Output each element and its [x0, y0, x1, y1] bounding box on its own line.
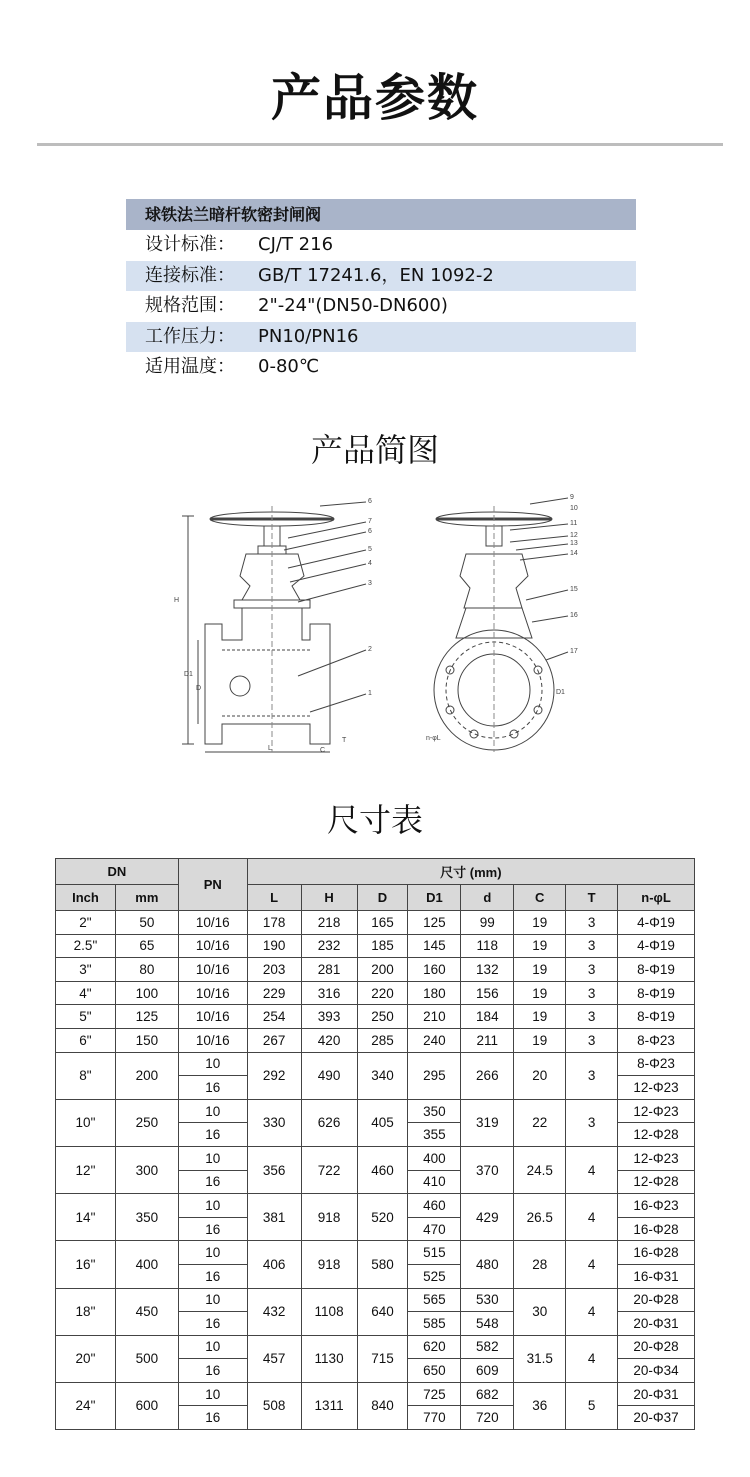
cell: 16-Φ28: [618, 1217, 695, 1241]
callout-label: 15: [570, 586, 578, 593]
callout-label: 12: [570, 532, 578, 539]
cell: 525: [408, 1264, 461, 1288]
title-divider: [37, 143, 723, 146]
cell: 10: [178, 1382, 247, 1406]
col-header-size: 尺寸 (mm): [247, 859, 694, 885]
header-row: [56, 885, 695, 911]
cell: 30: [514, 1288, 566, 1335]
param-value: GB/T 17241.6，EN 1092-2: [258, 264, 494, 286]
cell: 620: [408, 1335, 461, 1359]
cell: 125: [408, 911, 461, 935]
cell: 16: [178, 1359, 247, 1383]
cell: 185: [357, 934, 408, 958]
cell: 10: [178, 1335, 247, 1359]
cell: 20": [56, 1335, 116, 1382]
cell: 406: [247, 1241, 301, 1288]
cell: 4: [566, 1288, 618, 1335]
cell: 3: [566, 981, 618, 1005]
cell: 125: [115, 1005, 178, 1029]
cell: 19: [514, 934, 566, 958]
cell: 580: [357, 1241, 408, 1288]
callout-label: 9: [570, 494, 574, 501]
cell: 203: [247, 958, 301, 982]
cell: 20-Φ34: [618, 1359, 695, 1383]
cell: 429: [461, 1194, 514, 1241]
cell: 410: [408, 1170, 461, 1194]
cell: 250: [115, 1099, 178, 1146]
cell: 99: [461, 911, 514, 935]
callout-label: 6: [368, 528, 372, 535]
table-row: [56, 1028, 695, 1052]
cell: 266: [461, 1052, 514, 1099]
cell: 3: [566, 1052, 618, 1099]
cell: 100: [115, 981, 178, 1005]
cell: 770: [408, 1406, 461, 1430]
cell: 330: [247, 1099, 301, 1146]
cell: 3: [566, 911, 618, 935]
table-row: [56, 1194, 695, 1218]
cell: 10: [178, 1099, 247, 1123]
dimension-table: [55, 858, 695, 1430]
cell: 1108: [301, 1288, 357, 1335]
cell: 20: [514, 1052, 566, 1099]
cell: 4-Φ19: [618, 911, 695, 935]
cell: 725: [408, 1382, 461, 1406]
cell: 165: [357, 911, 408, 935]
table-row: [56, 1335, 695, 1359]
dim-label-h: H: [174, 597, 180, 604]
cell: 530: [461, 1288, 514, 1312]
cell: 267: [247, 1028, 301, 1052]
cell: 12-Φ23: [618, 1099, 695, 1123]
callout-label: 17: [570, 648, 578, 655]
col-header-c: C: [514, 885, 566, 911]
cell: 150: [115, 1028, 178, 1052]
cell: 4-Φ19: [618, 934, 695, 958]
param-key: 适用温度：: [145, 356, 235, 377]
cell: 19: [514, 1005, 566, 1029]
cell: 10/16: [178, 1005, 247, 1029]
cell: 178: [247, 911, 301, 935]
param-row-connection: [126, 261, 636, 292]
cell: 490: [301, 1052, 357, 1099]
cell: 4: [566, 1194, 618, 1241]
table-row: [56, 911, 695, 935]
table-row: [56, 1146, 695, 1170]
cell: 350: [408, 1099, 461, 1123]
cell: 24": [56, 1382, 116, 1429]
cell: 565: [408, 1288, 461, 1312]
cell: 450: [115, 1288, 178, 1335]
cell: 145: [408, 934, 461, 958]
col-header-t: T: [566, 885, 618, 911]
cell: 28: [514, 1241, 566, 1288]
cell: 160: [408, 958, 461, 982]
cell: 118: [461, 934, 514, 958]
cell: 500: [115, 1335, 178, 1382]
dim-label-nphil: n-φL: [426, 735, 441, 742]
cell: 300: [115, 1146, 178, 1193]
cell: 80: [115, 958, 178, 982]
callout-label: 13: [570, 540, 578, 547]
param-key: 工作压力：: [145, 325, 235, 347]
cell: 370: [461, 1146, 514, 1193]
cell: 340: [357, 1052, 408, 1099]
cell: 200: [357, 958, 408, 982]
param-row-pressure: [126, 322, 636, 353]
cell: 609: [461, 1359, 514, 1383]
callout-label: 6: [368, 498, 372, 505]
cell: 19: [514, 1028, 566, 1052]
cell: 420: [301, 1028, 357, 1052]
cell: 20-Φ28: [618, 1335, 695, 1359]
cell: 24.5: [514, 1146, 566, 1193]
cell: 8-Φ23: [618, 1052, 695, 1076]
table-title: 尺寸表: [326, 801, 423, 839]
cell: 10/16: [178, 958, 247, 982]
cell: 16-Φ23: [618, 1194, 695, 1218]
cell: 10: [178, 1052, 247, 1076]
param-key: 连接标准：: [145, 264, 235, 286]
table-row: [56, 934, 695, 958]
cell: 156: [461, 981, 514, 1005]
cell: 3": [56, 958, 116, 982]
cell: 16: [178, 1406, 247, 1430]
table-row: [56, 981, 695, 1005]
cell: 211: [461, 1028, 514, 1052]
cell: 432: [247, 1288, 301, 1335]
table-row: [56, 1052, 695, 1076]
cell: 10: [178, 1288, 247, 1312]
cell: 1311: [301, 1382, 357, 1429]
cell: 3: [566, 1028, 618, 1052]
col-header-l: L: [247, 885, 301, 911]
cell: 26.5: [514, 1194, 566, 1241]
cell: 4": [56, 981, 116, 1005]
cell: 16: [178, 1170, 247, 1194]
callout-label: 11: [570, 520, 578, 527]
cell: 20-Φ37: [618, 1406, 695, 1430]
cell: 31.5: [514, 1335, 566, 1382]
cell: 16: [178, 1312, 247, 1336]
cell: 316: [301, 981, 357, 1005]
dim-label-l: L: [268, 745, 272, 752]
cell: 585: [408, 1312, 461, 1336]
col-header-bolts: n-φL: [618, 885, 695, 911]
cell: 19: [514, 911, 566, 935]
param-key: 规格范围：: [145, 295, 235, 316]
cell: 20-Φ28: [618, 1288, 695, 1312]
param-row-standard: [126, 230, 636, 261]
cell: 715: [357, 1335, 408, 1382]
col-header-small-d: d: [461, 885, 514, 911]
cell: 515: [408, 1241, 461, 1265]
cell: 840: [357, 1382, 408, 1429]
cell: 12-Φ28: [618, 1123, 695, 1147]
cell: 14": [56, 1194, 116, 1241]
cell: 400: [115, 1241, 178, 1288]
cell: 132: [461, 958, 514, 982]
param-value: PN10/PN16: [258, 325, 359, 347]
cell: 254: [247, 1005, 301, 1029]
cell: 720: [461, 1406, 514, 1430]
callout-label: 1: [368, 690, 372, 697]
cell: 5": [56, 1005, 116, 1029]
cell: 405: [357, 1099, 408, 1146]
col-header-d: D: [357, 885, 408, 911]
table-row: [56, 1005, 695, 1029]
param-value: 0-80℃: [258, 356, 320, 377]
cell: 356: [247, 1146, 301, 1193]
cell: 355: [408, 1123, 461, 1147]
cell: 470: [408, 1217, 461, 1241]
cell: 65: [115, 934, 178, 958]
cell: 12-Φ28: [618, 1170, 695, 1194]
callout-label: 7: [368, 518, 372, 525]
cell: 16": [56, 1241, 116, 1288]
cell: 285: [357, 1028, 408, 1052]
cell: 2.5": [56, 934, 116, 958]
cell: 457: [247, 1335, 301, 1382]
cell: 350: [115, 1194, 178, 1241]
cell: 460: [357, 1146, 408, 1193]
table-row: [56, 1099, 695, 1123]
cell: 16: [178, 1076, 247, 1100]
cell: 19: [514, 981, 566, 1005]
cell: 4: [566, 1146, 618, 1193]
cell: 50: [115, 911, 178, 935]
diagram-title: 产品简图: [310, 431, 439, 469]
cell: 12-Φ23: [618, 1146, 695, 1170]
cell: 722: [301, 1146, 357, 1193]
valve-diagram: [160, 490, 590, 765]
cell: 381: [247, 1194, 301, 1241]
cell: 682: [461, 1382, 514, 1406]
table-row: [56, 958, 695, 982]
cell: 184: [461, 1005, 514, 1029]
param-value: CJ/T 216: [258, 234, 334, 255]
callout-label: 5: [368, 546, 372, 553]
cell: 393: [301, 1005, 357, 1029]
cell: 16: [178, 1123, 247, 1147]
cell: 2": [56, 911, 116, 935]
cell: 250: [357, 1005, 408, 1029]
table-row: [56, 1288, 695, 1312]
cell: 10/16: [178, 981, 247, 1005]
cell: 508: [247, 1382, 301, 1429]
valve-body: [205, 608, 330, 744]
cell: 4: [566, 1335, 618, 1382]
dim-label-d: D: [196, 685, 202, 692]
cell: 16: [178, 1264, 247, 1288]
cell: 520: [357, 1194, 408, 1241]
col-header-mm: mm: [115, 885, 178, 911]
table-row: [56, 1382, 695, 1406]
cell: 10": [56, 1099, 116, 1146]
params-header: 球铁法兰暗杆软密封闸阀: [126, 199, 636, 230]
cell: 626: [301, 1099, 357, 1146]
cell: 650: [408, 1359, 461, 1383]
cell: 295: [408, 1052, 461, 1099]
cell: 10: [178, 1241, 247, 1265]
cell: 36: [514, 1382, 566, 1429]
cell: 229: [247, 981, 301, 1005]
cell: 210: [408, 1005, 461, 1029]
cell: 8-Φ23: [618, 1028, 695, 1052]
cell: 20-Φ31: [618, 1312, 695, 1336]
cell: 292: [247, 1052, 301, 1099]
dim-label-d1-right: D1: [556, 689, 565, 696]
dim-label-c: C: [320, 747, 326, 754]
cell: 10/16: [178, 911, 247, 935]
cell: 10/16: [178, 934, 247, 958]
cell: 8-Φ19: [618, 981, 695, 1005]
cell: 6": [56, 1028, 116, 1052]
cell: 3: [566, 1005, 618, 1029]
cell: 232: [301, 934, 357, 958]
cell: 218: [301, 911, 357, 935]
cell: 8-Φ19: [618, 1005, 695, 1029]
callout-label: 4: [368, 560, 372, 567]
callout-label: 2: [368, 646, 372, 653]
params-panel: [126, 199, 636, 383]
cell: 18": [56, 1288, 116, 1335]
dim-label-t: T: [342, 737, 347, 744]
table-row: [56, 1241, 695, 1265]
cell: 16: [178, 1217, 247, 1241]
callout-label: 3: [368, 580, 372, 587]
cell: 582: [461, 1335, 514, 1359]
cell: 220: [357, 981, 408, 1005]
cell: 3: [566, 1099, 618, 1146]
cell: 400: [408, 1146, 461, 1170]
cell: 16-Φ31: [618, 1264, 695, 1288]
cell: 460: [408, 1194, 461, 1218]
dim-label-d1: D1: [184, 671, 193, 678]
cell: 190: [247, 934, 301, 958]
cell: 8": [56, 1052, 116, 1099]
cell: 319: [461, 1099, 514, 1146]
col-header-dn: DN: [56, 859, 179, 885]
cell: 10/16: [178, 1028, 247, 1052]
cell: 600: [115, 1382, 178, 1429]
callout-label: 10: [570, 505, 578, 512]
callout-label: 16: [570, 612, 578, 619]
cell: 8-Φ19: [618, 958, 695, 982]
cell: 640: [357, 1288, 408, 1335]
cell: 200: [115, 1052, 178, 1099]
col-header-h: H: [301, 885, 357, 911]
cell: 4: [566, 1241, 618, 1288]
cell: 10: [178, 1146, 247, 1170]
cell: 16-Φ28: [618, 1241, 695, 1265]
cell: 180: [408, 981, 461, 1005]
cell: 20-Φ31: [618, 1382, 695, 1406]
param-key: 设计标准：: [145, 234, 235, 255]
cell: 10: [178, 1194, 247, 1218]
cell: 1130: [301, 1335, 357, 1382]
col-header-inch: Inch: [56, 885, 116, 911]
col-header-d1: D1: [408, 885, 461, 911]
callout-label: 14: [570, 550, 578, 557]
cell: 3: [566, 934, 618, 958]
cell: 480: [461, 1241, 514, 1288]
cell: 918: [301, 1194, 357, 1241]
page-title: 产品参数: [271, 69, 479, 127]
cell: 19: [514, 958, 566, 982]
param-row-range: [126, 291, 636, 322]
cell: 918: [301, 1241, 357, 1288]
cell: 22: [514, 1099, 566, 1146]
header-row: [56, 859, 695, 885]
col-header-pn: PN: [178, 859, 247, 911]
cell: 12-Φ23: [618, 1076, 695, 1100]
cell: 548: [461, 1312, 514, 1336]
cell: 240: [408, 1028, 461, 1052]
cell: 12": [56, 1146, 116, 1193]
cell: 281: [301, 958, 357, 982]
cell: 3: [566, 958, 618, 982]
cell: 5: [566, 1382, 618, 1429]
param-value: 2"-24"(DN50-DN600): [258, 295, 448, 316]
param-row-temperature: [126, 352, 636, 383]
